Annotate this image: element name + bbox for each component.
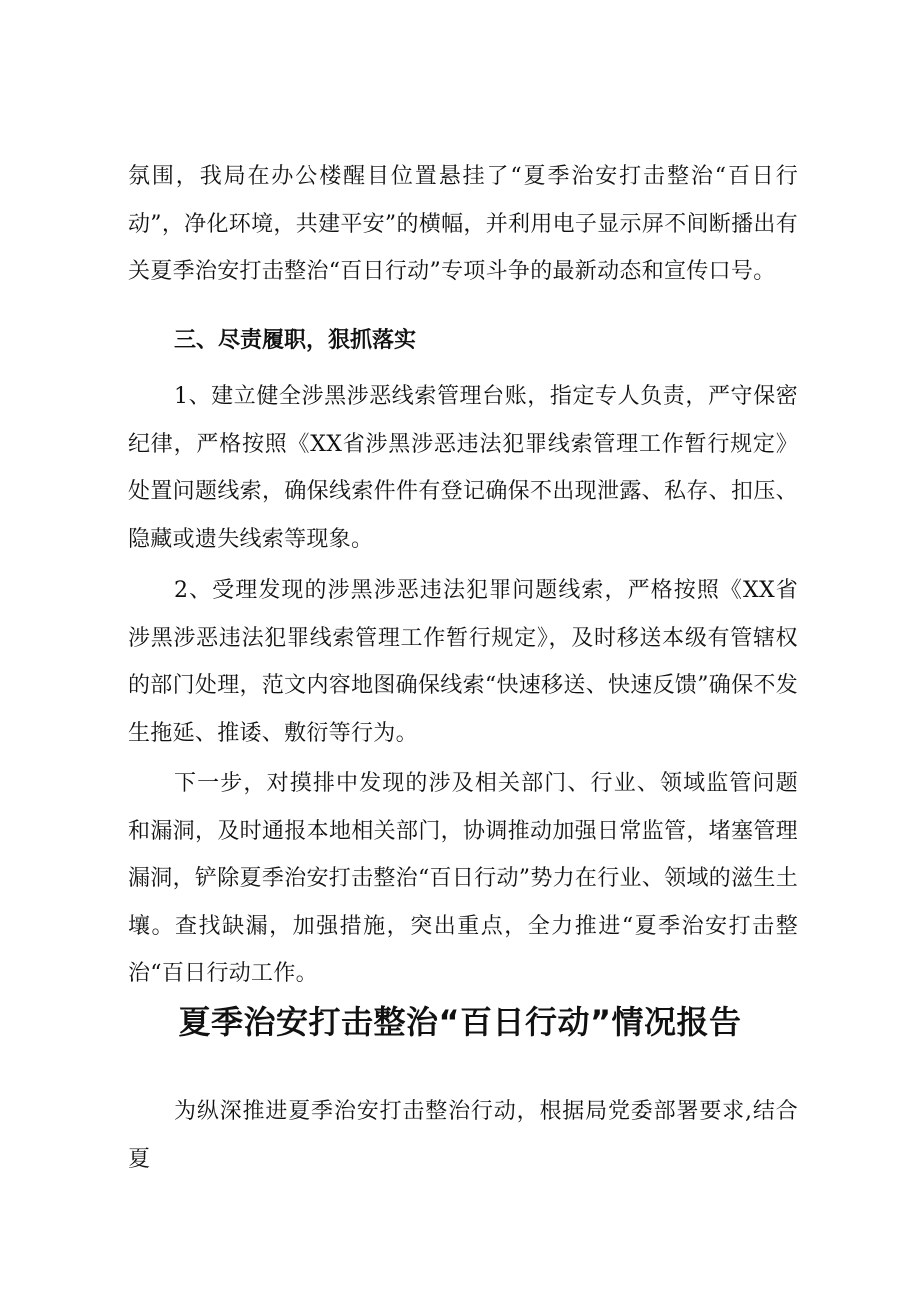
paragraph-item-1: 1、建立健全涉黑涉恶线索管理台账，指定专人负责，严守保密纪律，严格按照《XX省涉黑涉恶违法犯罪线索管理工作暂行规定》处置问题线索，确保线索件件有登记确保不出现泄露、私存、扣压、隐藏或遗失线索等现象。 bbox=[128, 384, 798, 552]
paragraph-intro-continuation: 氛围，我局在办公楼醒目位置悬挂了“夏季治安打击整治“百日行动”，净化环境，共建平安”的横幅，并利用电子显示屏不间断播出有关夏季治安打击整治“百日行动”专项斗争的最新动态和宣传口号。 bbox=[128, 164, 798, 284]
section-heading: 三、尽责履职，狠抓落实 bbox=[174, 328, 417, 353]
report-title: 夏季治安打击整治“百日行动”情况报告 bbox=[178, 1003, 742, 1041]
paragraph-item-2: 2、受理发现的涉黑涉恶违法犯罪问题线索，严格按照《XX省涉黑涉恶违法犯罪线索管理工作暂行规定》，及时移送本级有管辖权的部门处理，范文内容地图确保线索“快速移送、快速反馈”确保不发生拖延、推诿、敷衍等行为。 bbox=[128, 578, 798, 746]
paragraph-report-opening: 为纵深推进夏季治安打击整治行动，根据局党委部署要求,结合夏 bbox=[128, 1099, 798, 1172]
paragraph-next-step: 下一步，对摸排中发现的涉及相关部门、行业、领域监管问题和漏洞，及时通报本地相关部门，协调推动加强日常监管，堵塞管理漏洞，铲除夏季治安打击整治“百日行动”势力在行业、领域的滋生土壤。查找缺漏，加强措施，突出重点，全力推进“夏季治安打击整治“百日行动工作。 bbox=[128, 771, 798, 986]
